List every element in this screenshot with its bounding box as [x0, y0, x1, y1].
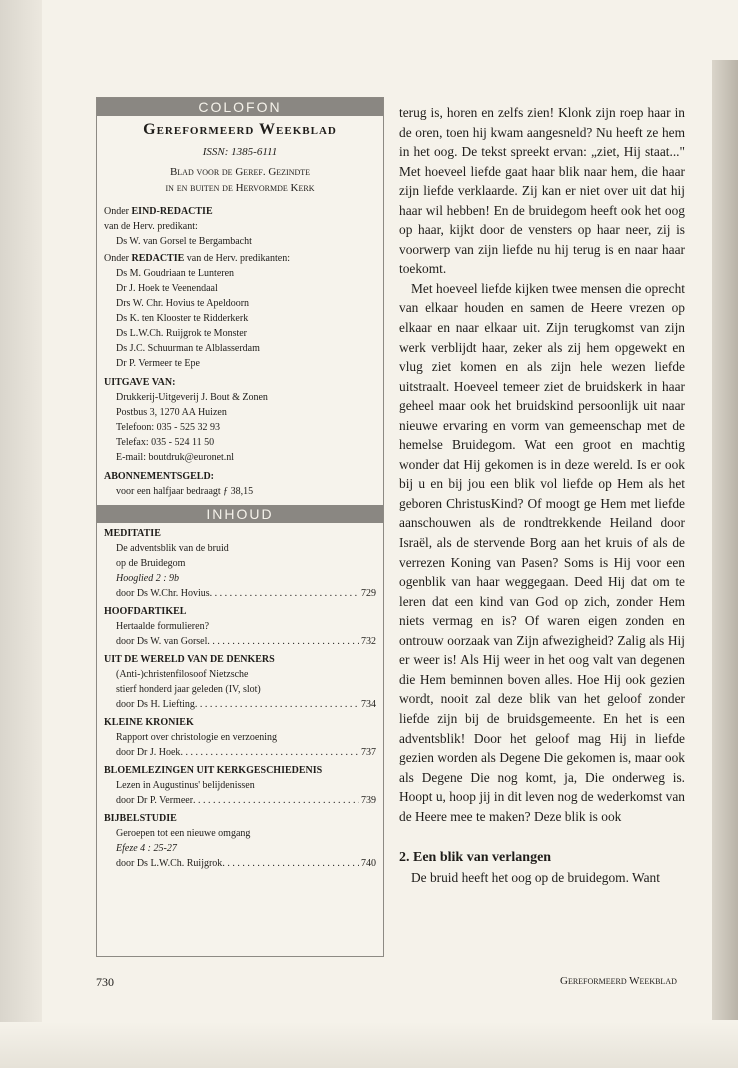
leader-dots	[210, 586, 359, 601]
inhoud-header: INHOUD	[97, 505, 383, 523]
toc-line: op de Bruidegom	[116, 558, 186, 569]
page-gutter	[0, 0, 42, 1068]
colofon-header: COLOFON	[97, 98, 383, 116]
page-number: 730	[96, 975, 114, 989]
toc-page: 739	[361, 795, 376, 806]
toc-line: Rapport over christologie en verzoening	[116, 732, 278, 743]
toc-line: Hertaalde formulieren?	[116, 621, 210, 632]
toc-page: 732	[361, 636, 376, 647]
next-page-edge	[712, 60, 738, 1020]
toc-kroniek	[97, 715, 383, 760]
toc-page: 737	[361, 747, 376, 758]
redactie-block	[97, 251, 383, 371]
abonnement-label: ABONNEMENTSGELD:	[104, 471, 215, 482]
uitgave-line: Telefoon: 035 - 525 32 93	[116, 422, 221, 433]
abonnement-block	[97, 469, 383, 499]
toc-author: door Ds L.W.Ch. Ruijgrok	[116, 858, 223, 869]
uitgave-line: Drukkerij-Uitgeverij J. Bout & Zonen	[116, 392, 268, 403]
toc-author: door Ds W.Chr. Hovius	[116, 588, 210, 599]
article-paragraph: terug is, horen en zelfs zien! Klonk zijn roep haar in de oren, toen hij kwam aangesneld? Nu heeft ze hem in het oog. De tekst spreekt ervan: „ziet, Hij staat..." Met hoeveel liefde gaat haar blik naar hem, die haar zijn liefde verklaarde. Zij kan er niet over uit dat hij haar wil hebben! En de bruidegom heeft ook het oog op haar, kijkt door de vensters op haar neer, zij is voorwerp van zijn liefde nu hij terug is en naar haar toekomt.	[399, 105, 685, 277]
toc-author: door Ds H. Liefting	[116, 699, 195, 710]
leader-dots	[207, 634, 359, 649]
subtitle-line: Blad voor de Geref. Gezindte	[169, 166, 311, 178]
page-bottom-shade	[0, 1022, 738, 1068]
leader-dots	[180, 745, 359, 760]
redactie-label: REDACTIE	[131, 253, 185, 264]
toc-denkers	[97, 652, 383, 712]
toc-page: 729	[361, 588, 376, 599]
toc-heading: BIJBELSTUDIE	[104, 813, 177, 824]
toc-heading: KLEINE KRONIEK	[104, 717, 194, 728]
email-line: E-mail: boutdruk@euronet.nl	[116, 452, 235, 463]
text-suffix: van de Herv. predikanten:	[184, 253, 290, 264]
eindredactie-sub: van de Herv. predikant:	[104, 221, 198, 232]
toc-meditatie	[97, 526, 383, 601]
article-paragraph: Met hoeveel liefde kijken twee mensen die oprecht van elkaar houden en samen de Heere vrezen op elkaar en naar elkaar uit. Zijn terugkomst van zijn werk verblijdt haar, zeker als zij hem opgewekt en vlug ziet komen en als zijn hele wezen liefde uitstraalt. Hoeveel temeer ziet de bruidskerk in haar geheel maar ook het bruidskind persoonlijk uit naar nieuwe ervaring en vorm van gemeenschap met de hemelse Bruidegom. Wat een groot en machtig wonder dat Hij gekomen is in deze wereld. Is er ook bij u en bij jou een blik vol liefde op Hem als het geboren ChristusKind? Of moogt ge Hem met liefde aanschouwen als de rondtrekkende Heiland door Israël, als de stervende Borg aan het kruis of als de verrezen Koning van Pasen? Soms is Hij voor een ogenblik van haar weggegaan. Deed Hij dat om te leren dat een kind van God op zich, zonder Hem niets vermag en is? Of waren eigen zonden en ontrouw oorzaak van Zijn afwezigheid? Zalig als Hij er weer is! Als Hij weer in het oog valt van degenen die Hem beminnen boven alles. Hoe Hij ook gezien wordt, nooit zal deze blik van het geloof zonder liefde zijn bij de bruidsgemeente. En het is een adventsblik! Door het geloof mag Hij in liefde gezien worden als Degene Die gekomen is, maar ook als Degene Die nog komt, ja, Die onderweg is. Hoopt u, hoop jij in dit leven nog de wederkomst van de Heere mee te maken? Deze blik is ook	[399, 280, 685, 824]
toc-entry[interactable]	[104, 745, 376, 760]
text-prefix: Onder	[104, 206, 132, 217]
article-column	[399, 103, 685, 887]
leader-dots	[193, 793, 359, 808]
magazine-subtitle	[97, 164, 383, 196]
magazine-title: Gereformeerd Weekblad	[143, 121, 337, 138]
toc-entry[interactable]	[104, 634, 376, 649]
subtitle-line: in en buiten de Hervormde Kerk	[165, 182, 315, 194]
toc-line: Geroepen tot een nieuwe omgang	[116, 828, 251, 839]
uitgave-line: Telefax: 035 - 524 11 50	[116, 437, 215, 448]
colofon-box	[96, 97, 384, 957]
eindredactie-label: EIND-REDACTIE	[131, 206, 213, 217]
toc-heading: BLOEMLEZINGEN UIT KERKGESCHIEDENIS	[104, 765, 323, 776]
toc-line: (Anti-)christenfilosoof Nietzsche	[116, 669, 249, 680]
eindredactie-heading	[104, 204, 376, 219]
running-title: Gereformeerd Weekblad	[560, 975, 677, 987]
toc-hoofdartikel	[97, 604, 383, 649]
toc-scripture: Efeze 4 : 25-27	[116, 843, 177, 854]
uitgave-line: Postbus 3, 1270 AA Huizen	[116, 407, 227, 418]
redactie-name: Dr P. Vermeer te Epe	[116, 358, 200, 369]
toc-page: 740	[361, 858, 376, 869]
toc-bloemlezingen	[97, 763, 383, 808]
toc-line: stierf honderd jaar geleden (IV, slot)	[116, 684, 261, 695]
toc-author: door Dr P. Vermeer	[116, 795, 194, 806]
toc-heading: UIT DE WERELD VAN DE DENKERS	[104, 654, 275, 665]
toc-scripture: Hooglied 2 : 9b	[116, 573, 180, 584]
leader-dots	[222, 856, 359, 871]
toc-line: Lezen in Augustinus' belijdenissen	[116, 780, 255, 791]
eindredactie-name: Ds W. van Gorsel te Bergambacht	[116, 236, 252, 247]
toc-line: De adventsblik van de bruid	[116, 543, 229, 554]
redactie-heading	[104, 251, 376, 266]
toc-entry[interactable]	[104, 793, 376, 808]
redactie-name: Ds L.W.Ch. Ruijgrok te Monster	[116, 328, 248, 339]
eindredactie-block	[97, 204, 383, 249]
toc-bijbelstudie	[97, 811, 383, 871]
leader-dots	[195, 697, 359, 712]
redactie-name: Ds K. ten Klooster te Ridderkerk	[116, 313, 249, 324]
section-heading: 2. Een blik van verlangen	[399, 850, 552, 866]
redactie-name: Dr J. Hoek te Veenendaal	[116, 283, 218, 294]
article-paragraph: De bruid heeft het oog op de bruidegom. Want	[411, 869, 660, 885]
toc-entry[interactable]	[104, 697, 376, 712]
uitgave-block	[97, 375, 383, 465]
toc-heading: MEDITATIE	[104, 528, 161, 539]
toc-heading: HOOFDARTIKEL	[104, 606, 187, 617]
redactie-name: Ds J.C. Schuurman te Alblasserdam	[116, 343, 260, 354]
toc-author: door Dr J. Hoek	[116, 747, 181, 758]
abonnement-text: voor een halfjaar bedraagt ƒ 38,15	[116, 486, 254, 497]
issn: ISSN: 1385-6111	[202, 146, 278, 158]
toc-entry[interactable]	[104, 586, 376, 601]
redactie-name: Drs W. Chr. Hovius te Apeldoorn	[116, 298, 250, 309]
redactie-name: Ds M. Goudriaan te Lunteren	[116, 268, 235, 279]
toc-page: 734	[361, 699, 376, 710]
uitgave-label: UITGAVE VAN:	[104, 377, 176, 388]
toc-entry[interactable]	[104, 856, 376, 871]
text-prefix: Onder	[104, 253, 132, 264]
toc-author: door Ds W. van Gorsel	[116, 636, 208, 647]
